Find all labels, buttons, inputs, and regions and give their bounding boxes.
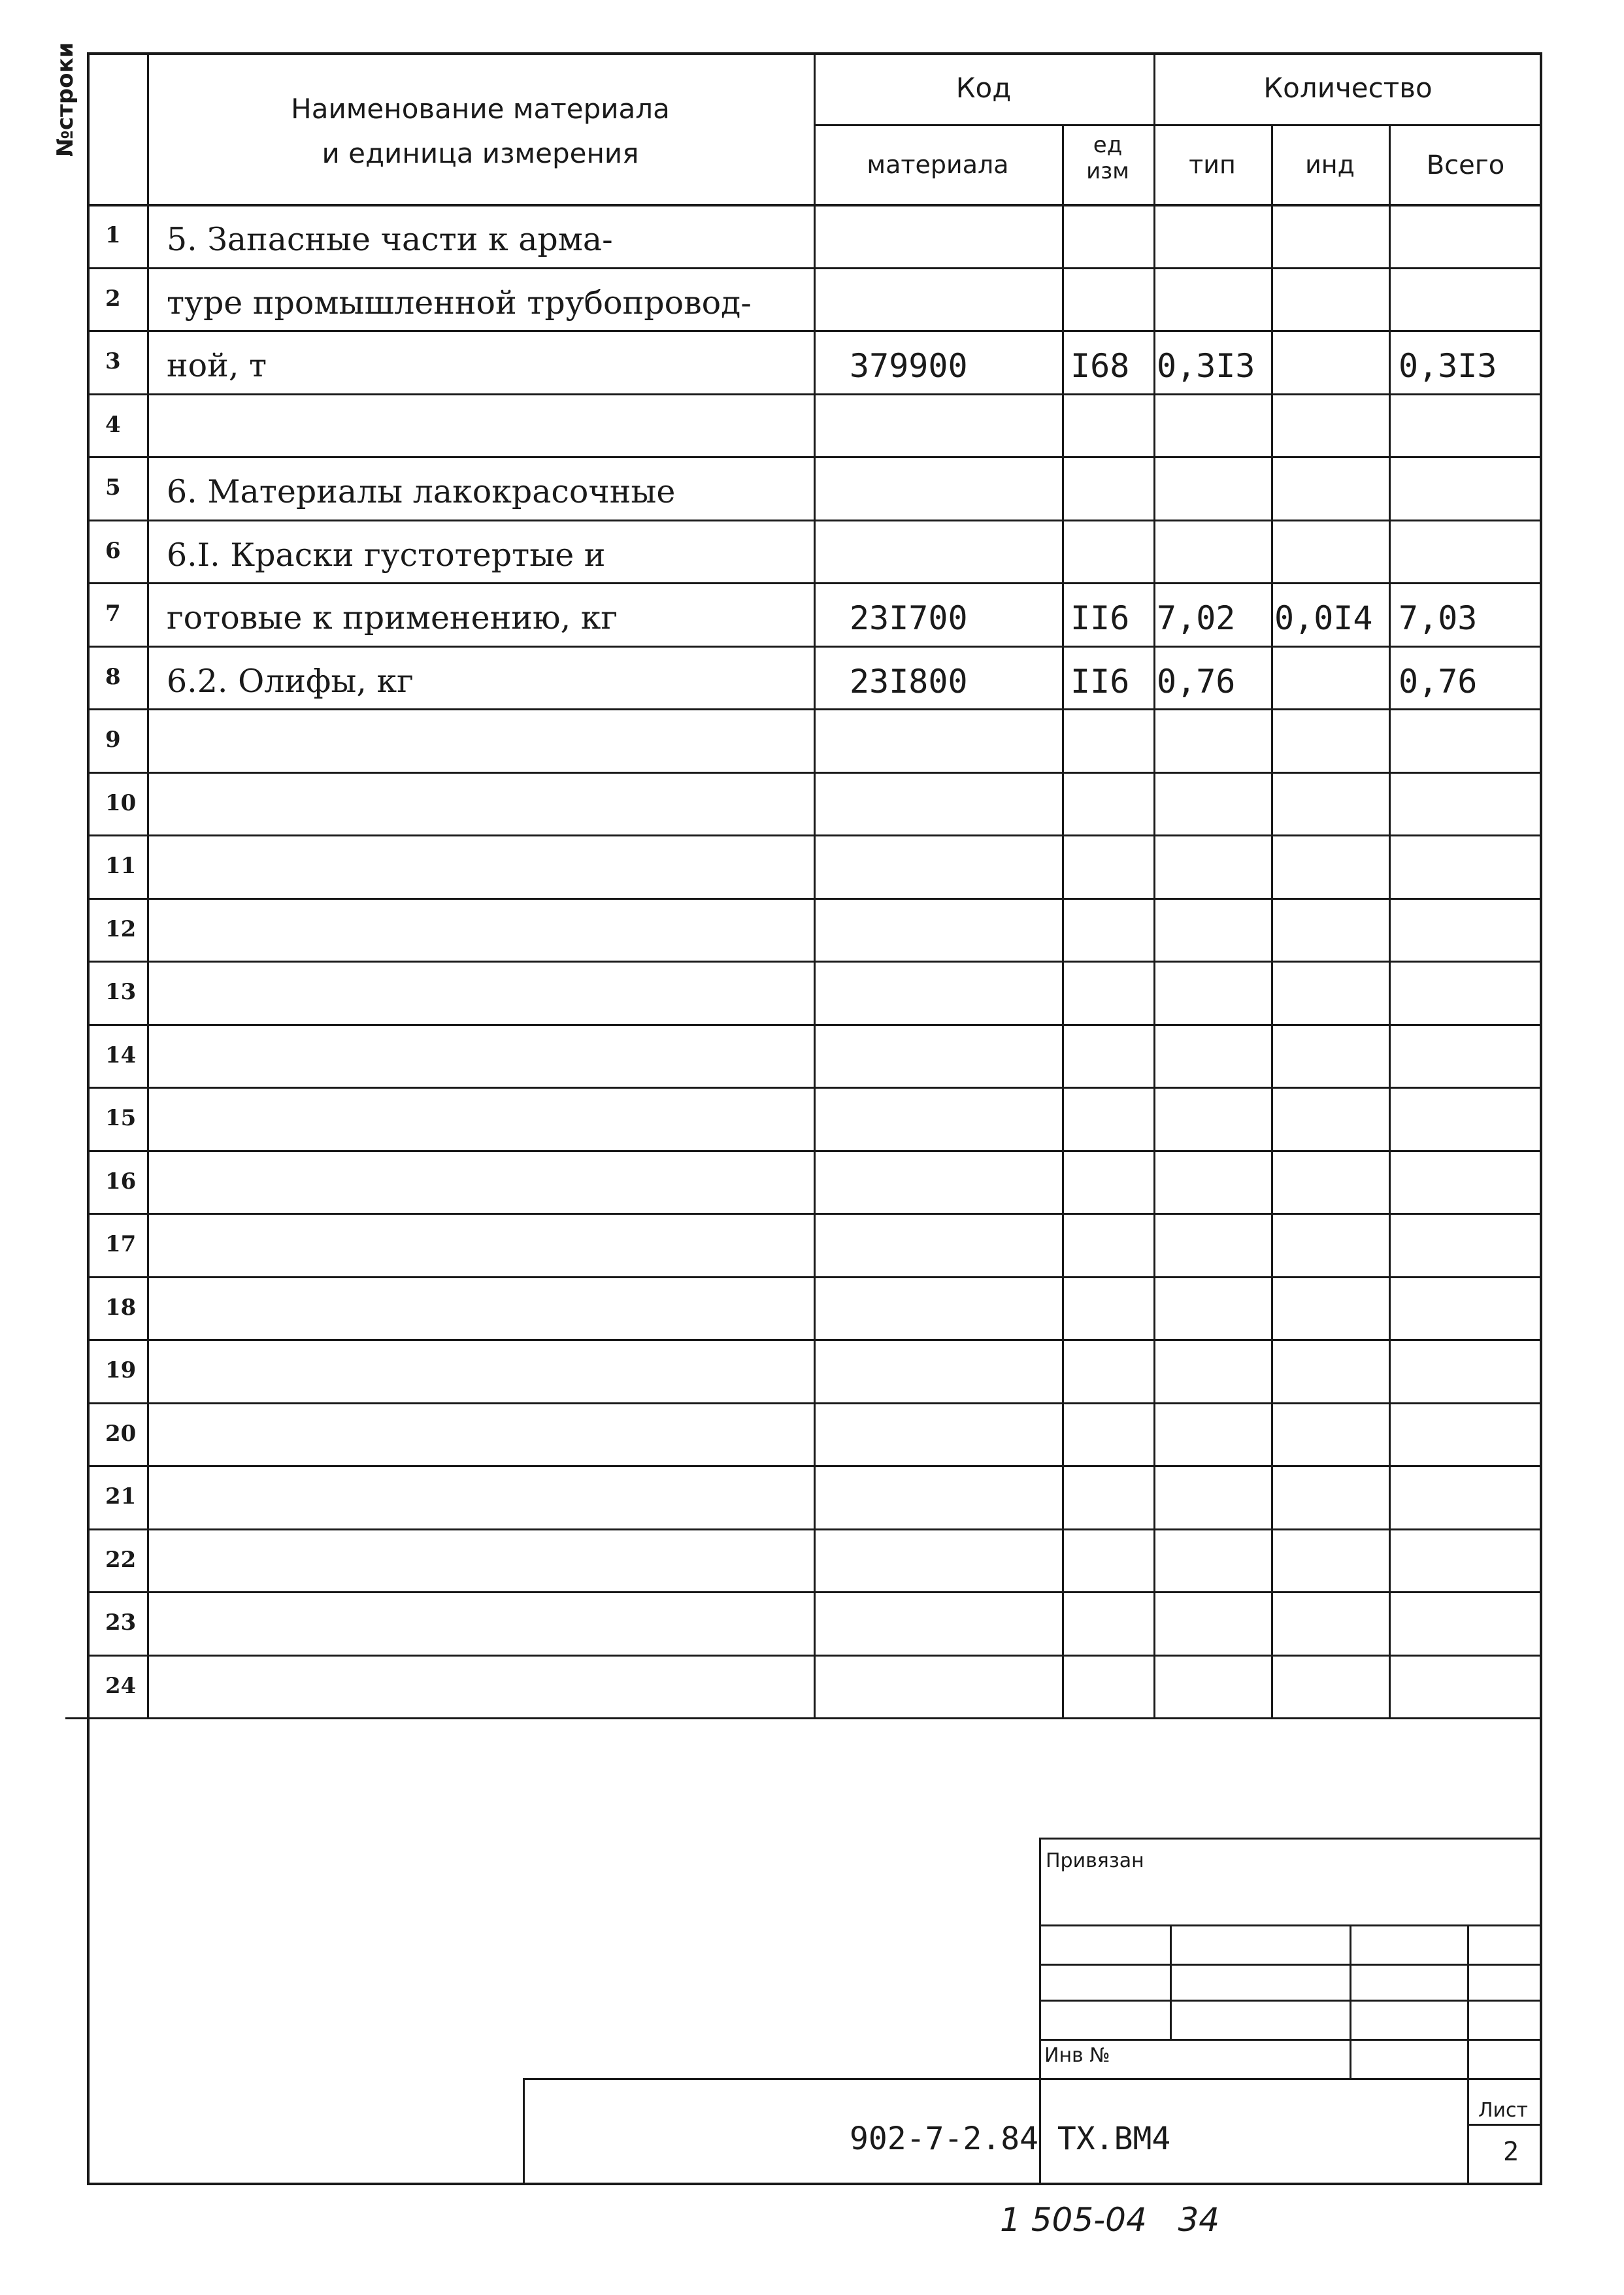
stamp-col bbox=[1170, 1924, 1172, 2039]
row-name: туре промышленной трубопровод- bbox=[167, 284, 752, 322]
row-rule bbox=[87, 961, 1542, 963]
header-code-unit-2: изм bbox=[1086, 158, 1129, 184]
row-number: 11 bbox=[105, 853, 137, 879]
header-qty-type: тип bbox=[1189, 150, 1236, 179]
row-number: 10 bbox=[105, 790, 137, 816]
row-name: готовые к применению, кг bbox=[167, 599, 618, 636]
row-qty-ind: 0,0I4 bbox=[1274, 599, 1373, 637]
row-number: 15 bbox=[105, 1105, 137, 1131]
row-number: 21 bbox=[105, 1483, 137, 1510]
row-number: 2 bbox=[105, 286, 121, 312]
stamp-col bbox=[1350, 1924, 1351, 2078]
designation-left bbox=[523, 2078, 525, 2183]
col-rule-row-no bbox=[147, 52, 149, 1717]
row-number: 6 bbox=[105, 538, 121, 564]
row-number: 20 bbox=[105, 1421, 137, 1447]
row-rule bbox=[87, 393, 1542, 395]
row-name: 6.I. Краски густотертые и bbox=[167, 537, 606, 574]
row-rule bbox=[87, 1465, 1542, 1467]
row-number: 14 bbox=[105, 1042, 137, 1068]
row-number: 7 bbox=[105, 601, 121, 627]
header-qty-ind: инд bbox=[1305, 150, 1355, 179]
row-number: 9 bbox=[105, 727, 121, 753]
row-number: 5 bbox=[105, 474, 121, 501]
row-number: 12 bbox=[105, 916, 137, 942]
sheet-rule bbox=[1467, 2124, 1542, 2126]
row-rule-tick bbox=[65, 1717, 91, 1719]
row-rule bbox=[87, 1402, 1542, 1404]
row-qty-total: 7,03 bbox=[1399, 599, 1478, 637]
row-number: 13 bbox=[105, 979, 137, 1005]
row-material-code: 23I700 bbox=[850, 599, 968, 637]
row-qty-total: 0,76 bbox=[1399, 663, 1478, 701]
row-rule bbox=[87, 772, 1542, 774]
row-rule bbox=[87, 1276, 1542, 1278]
row-rule bbox=[87, 708, 1542, 710]
row-qty-total: 0,3I3 bbox=[1399, 347, 1497, 385]
header-name-line2: и единица измерения bbox=[322, 137, 639, 169]
row-number: 4 bbox=[105, 412, 121, 438]
row-rule bbox=[87, 1717, 1542, 1719]
stamp-sheet-label: Лист bbox=[1478, 2099, 1529, 2122]
row-rule bbox=[87, 1591, 1542, 1593]
col-rule-unit bbox=[1153, 52, 1155, 1717]
header-name-line1: Наименование материала bbox=[291, 93, 670, 125]
footer-handwritten-number: 1 505-04 34 bbox=[1000, 2201, 1220, 2239]
row-rule bbox=[87, 1655, 1542, 1657]
header-code: Код bbox=[955, 72, 1012, 104]
row-rule bbox=[87, 520, 1542, 521]
row-material-code: 23I800 bbox=[850, 663, 968, 701]
header-code-material: материала bbox=[867, 150, 1009, 179]
row-number: 16 bbox=[105, 1168, 137, 1195]
col-rule-name bbox=[814, 52, 816, 1717]
row-number: 23 bbox=[105, 1610, 137, 1636]
row-rule bbox=[87, 1213, 1542, 1215]
row-unit-code: I68 bbox=[1070, 347, 1130, 385]
stamp-top bbox=[1039, 1838, 1542, 1840]
row-unit-code: II6 bbox=[1070, 599, 1130, 637]
row-number: 8 bbox=[105, 664, 121, 690]
stamp-col bbox=[1467, 1924, 1469, 2183]
row-rule bbox=[87, 898, 1542, 900]
stamp-designation: 902-7-2.84 ТХ.ВМ4 bbox=[850, 2121, 1171, 2157]
stamp-privyazan: Привязан bbox=[1046, 1849, 1144, 1872]
row-number: 3 bbox=[105, 348, 121, 374]
row-qty-type: 0,76 bbox=[1157, 663, 1236, 701]
row-material-code: 379900 bbox=[850, 347, 968, 385]
row-rule bbox=[87, 1087, 1542, 1089]
stamp-inv-no: Инв № bbox=[1044, 2044, 1110, 2067]
row-number: 18 bbox=[105, 1295, 137, 1321]
row-name: 5. Запасные части к арма- bbox=[167, 221, 613, 258]
row-rule bbox=[87, 582, 1542, 584]
header-mid-rule bbox=[814, 124, 1542, 126]
col-rule-ind bbox=[1389, 124, 1391, 1717]
row-name: ной, т bbox=[167, 347, 267, 384]
designation-top bbox=[523, 2078, 1542, 2080]
row-rule bbox=[87, 456, 1542, 458]
row-name: 6. Материалы лакокрасочные bbox=[167, 473, 676, 510]
row-rule bbox=[87, 646, 1542, 648]
row-rule bbox=[87, 1339, 1542, 1341]
row-number: 24 bbox=[105, 1673, 137, 1699]
stamp-sheet-number: 2 bbox=[1503, 2137, 1519, 2167]
col-rule-material bbox=[1062, 124, 1064, 1717]
header-code-unit-1: ед bbox=[1093, 132, 1123, 158]
header-qty-total: Всего bbox=[1426, 150, 1505, 180]
row-rule bbox=[87, 1528, 1542, 1530]
row-number: 1 bbox=[105, 222, 121, 248]
row-rule bbox=[87, 1150, 1542, 1152]
row-rule bbox=[87, 267, 1542, 269]
row-qty-type: 7,02 bbox=[1157, 599, 1236, 637]
row-number: 22 bbox=[105, 1547, 137, 1573]
frame-right bbox=[1540, 52, 1542, 2183]
col-rule-type bbox=[1271, 124, 1273, 1717]
row-number: 19 bbox=[105, 1357, 137, 1383]
frame-bottom bbox=[87, 2183, 1542, 2185]
header-row-no: №строки bbox=[52, 42, 78, 157]
row-rule bbox=[87, 1024, 1542, 1026]
row-qty-type: 0,3I3 bbox=[1157, 347, 1255, 385]
row-unit-code: II6 bbox=[1070, 663, 1130, 701]
header-quantity: Количество bbox=[1263, 72, 1433, 104]
row-rule bbox=[87, 330, 1542, 332]
row-rule bbox=[87, 834, 1542, 836]
row-number: 17 bbox=[105, 1231, 137, 1257]
row-name: 6.2. Олифы, кг bbox=[167, 663, 414, 700]
